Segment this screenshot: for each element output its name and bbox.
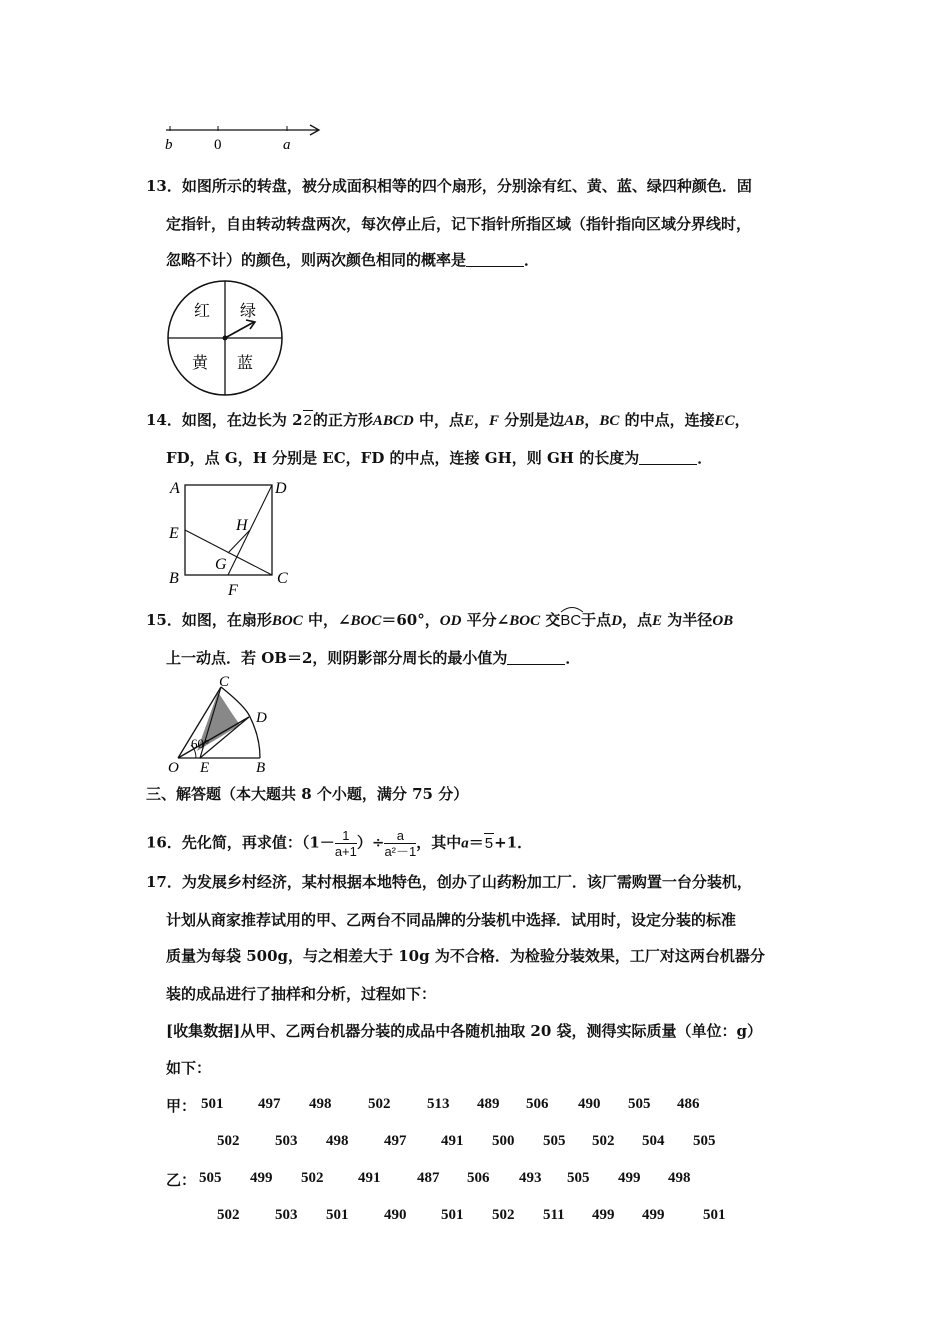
q17-line6: 如下： <box>166 1059 212 1077</box>
q13-line2: 定指针，自由转动转盘两次，每次停止后，记下指针所指区域（指针指向区域分界线时， <box>166 215 752 233</box>
yi-row2-value: 490 <box>384 1207 407 1223</box>
yi-row1-value: 493 <box>519 1170 542 1186</box>
sector-label-O: O <box>168 760 179 776</box>
q17-line2: 计划从商家推荐试用的甲、乙两台不同品牌的分装机中选择．试用时，设定分装的标准 <box>166 911 737 929</box>
label-E: E <box>169 525 179 542</box>
label-H: H <box>236 517 248 534</box>
q16-line: 16．先化简，再求值：（1－ $\frac{1}{a+1}$ ）÷ $\frac{a}{\text{a²－1}}$ ，其中a＝5+1． <box>146 828 533 859</box>
square-figure <box>160 474 300 598</box>
q13-question-text: 忽略不计）的颜色，则两次颜色相同的概率是 <box>166 251 467 269</box>
q17-line3: 质量为每袋 500g，与之相差大于 10g 为不合格．为检验分装效果，工厂对这两台机器分 <box>166 947 765 965</box>
q17-line4: 装的成品进行了抽样和分析，过程如下： <box>166 985 437 1003</box>
fraction-1: $\frac{1}{a+1}$ <box>334 828 357 859</box>
sqrt-5: 5 <box>484 834 494 852</box>
yi-row2-value: 499 <box>592 1207 615 1223</box>
wheel-red-label: 红 <box>194 303 211 320</box>
label-C: C <box>277 570 288 587</box>
jia-row1-value: 502 <box>368 1096 391 1112</box>
jia-row2-value: 491 <box>441 1133 464 1149</box>
yi-row1-value: 499 <box>618 1170 641 1186</box>
yi-row1-value: 499 <box>250 1170 273 1186</box>
yi-row2-value: 511 <box>543 1207 565 1223</box>
jia-row1-value: 498 <box>309 1096 332 1112</box>
jia-row2-value: 502 <box>592 1133 615 1149</box>
label-G: G <box>215 556 227 573</box>
jia-row1-value: 490 <box>578 1096 601 1112</box>
q17-line5: [收集数据]从甲、乙两台机器分装的成品中各随机抽取 20 袋，测得实际质量（单位：g） <box>166 1022 763 1040</box>
arc-bc: BC <box>560 611 581 631</box>
jia-row2-value: 500 <box>492 1133 515 1149</box>
q13-answer-blank <box>466 252 524 267</box>
yi-row2-value: 502 <box>217 1207 240 1223</box>
sector-label-B: B <box>256 760 266 776</box>
wheel-green-label: 绿 <box>240 303 257 320</box>
jia-row1-value: 505 <box>628 1096 651 1112</box>
jia-row1-value: 486 <box>677 1096 700 1112</box>
sector-label-E: E <box>200 760 210 776</box>
q15-line1: 15．如图，在扇形BOC 中，∠BOC＝60°，OD 平分∠BOC 交 BC于点D，点E 为半径OB <box>146 610 733 631</box>
jia-row2-value: 502 <box>217 1133 240 1149</box>
fraction-2: $\frac{a}{\text{a²－1}}$ <box>384 828 417 859</box>
yi-row1-value: 498 <box>668 1170 691 1186</box>
wheel-yellow-label: 黄 <box>192 355 209 372</box>
jia-row1-value: 489 <box>477 1096 500 1112</box>
jia-row1-value: 501 <box>201 1096 224 1112</box>
label-A: A <box>170 480 180 497</box>
jia-row1-value: 513 <box>427 1096 450 1112</box>
q14-answer-blank <box>639 450 697 465</box>
wheel-blue-label: 蓝 <box>237 355 254 372</box>
q14-line2: FD，点 G，H 分别是 EC，FD 的中点，连接 GH，则 GH 的长度为 ． <box>166 449 713 467</box>
jia-label: 甲： <box>166 1097 197 1115</box>
yi-row2-value: 501 <box>703 1207 726 1223</box>
numberline-b: b <box>165 137 173 153</box>
yi-row1-value: 487 <box>417 1170 440 1186</box>
yi-row2-value: 501 <box>326 1207 349 1223</box>
numberline-zero: 0 <box>214 137 222 153</box>
yi-row1-value: 502 <box>301 1170 324 1186</box>
sqrt-2: 2 <box>303 412 312 429</box>
q15-line2: 上一动点．若 OB＝2，则阴影部分周长的最小值为 ． <box>166 649 581 667</box>
jia-row2-value: 504 <box>642 1133 665 1149</box>
number-line-figure <box>160 118 330 154</box>
label-F: F <box>228 582 238 598</box>
yi-row2-value: 502 <box>492 1207 515 1223</box>
yi-row1-value: 491 <box>358 1170 381 1186</box>
jia-row2-value: 505 <box>693 1133 716 1149</box>
q13-line1: 13．如图所示的转盘，被分成面积相等的四个扇形，分别涂有红、黄、蓝、绿四种颜色．固 <box>146 177 752 195</box>
jia-row2-value: 498 <box>326 1133 349 1149</box>
q17-line1: 17．为发展乡村经济，某村根据本地特色，创办了山药粉加工厂．该厂需购置一台分装机， <box>146 873 752 891</box>
numberline-a: a <box>283 137 291 153</box>
jia-row2-value: 497 <box>384 1133 407 1149</box>
yi-row1-value: 505 <box>199 1170 222 1186</box>
q14-line1: 14．如图，在边长为 22的正方形ABCD 中，点E，F 分别是边AB，BC 的中点，连接EC， <box>146 411 750 429</box>
yi-row2-value: 499 <box>642 1207 665 1223</box>
q15-answer-blank <box>507 650 565 665</box>
jia-row2-value: 503 <box>275 1133 298 1149</box>
yi-row1-value: 506 <box>467 1170 490 1186</box>
sector-label-D: D <box>256 710 267 726</box>
jia-row1-value: 506 <box>526 1096 549 1112</box>
sector-label-C: C <box>219 674 230 690</box>
jia-row2-value: 505 <box>543 1133 566 1149</box>
label-D: D <box>275 480 287 497</box>
yi-label: 乙： <box>166 1171 197 1189</box>
yi-row2-value: 501 <box>441 1207 464 1223</box>
yi-row2-value: 503 <box>275 1207 298 1223</box>
section-3-heading: 三、解答题（本大题共 8 个小题，满分 75 分） <box>146 785 469 803</box>
q13-line3: 忽略不计）的颜色，则两次颜色相同的概率是 ． <box>166 251 540 269</box>
yi-row1-value: 505 <box>567 1170 590 1186</box>
sector-angle-label: 60° <box>191 736 210 751</box>
label-B: B <box>169 570 179 587</box>
sector-figure <box>164 672 284 776</box>
spinner-wheel-figure <box>162 280 292 400</box>
jia-row1-value: 497 <box>258 1096 281 1112</box>
